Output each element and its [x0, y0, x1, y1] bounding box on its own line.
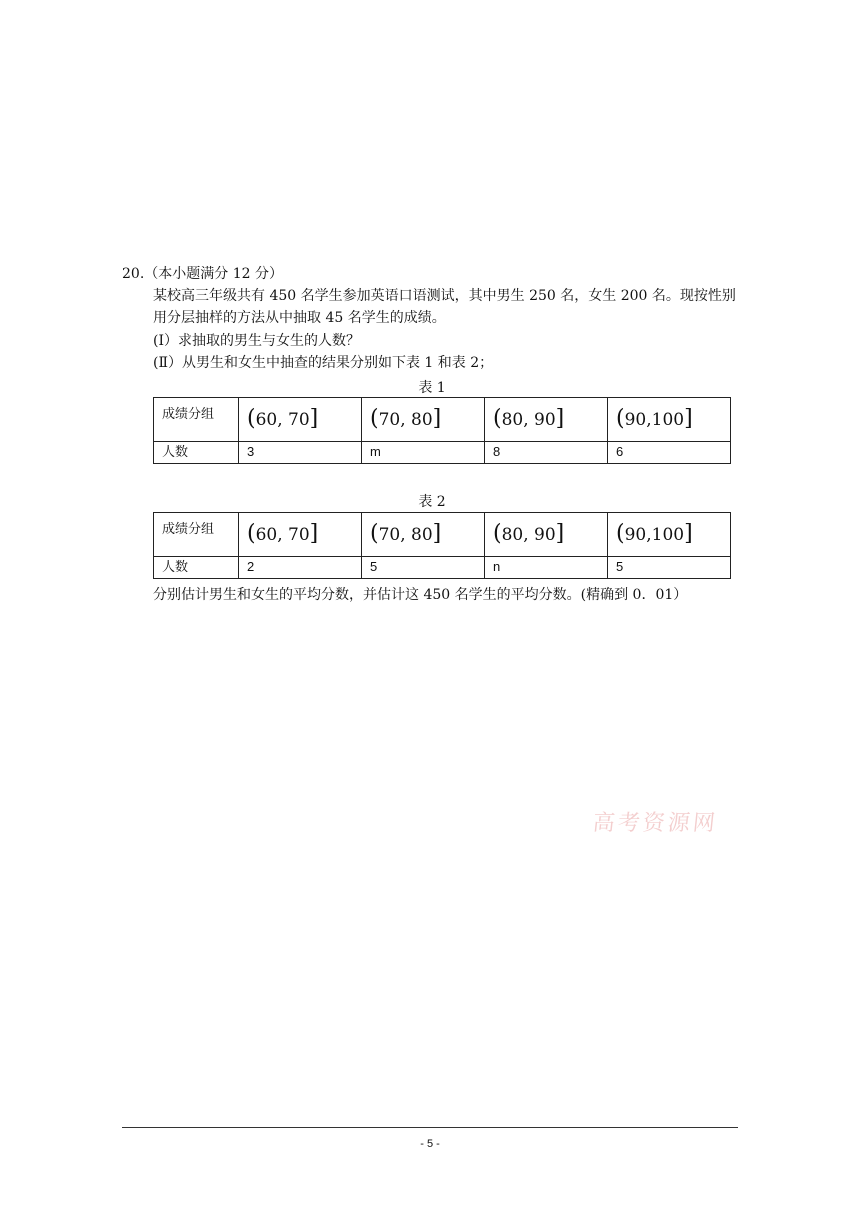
table-2-count-label: 人数 [154, 557, 239, 579]
table-2-count-row [154, 557, 731, 579]
table-1-interval-cell [239, 398, 362, 442]
table-2-caption: 表 2 [418, 494, 446, 510]
table-1-count-row [154, 442, 731, 464]
table-2-interval: (80, 90] [493, 521, 565, 546]
table-2 [153, 512, 731, 579]
table-2-count-cell: 5 [608, 557, 731, 579]
table-1-interval: (60, 70] [247, 406, 319, 431]
table-1-interval-cell [608, 398, 731, 442]
table-1 [153, 397, 731, 464]
table-1-count-cell: 3 [239, 442, 362, 464]
question-title: 20.（本小题满分 12 分） [122, 266, 283, 282]
question-part-1: (Ⅰ）求抽取的男生与女生的人数？ [153, 333, 360, 349]
table-1-interval: (90,100] [616, 406, 693, 431]
table-2-interval-cell [608, 513, 731, 557]
table-1-interval: (70, 80] [370, 406, 442, 431]
question-final: 分别估计男生和女生的平均分数，并估计这 450 名学生的平均分数。(精确到 0．01） [153, 587, 688, 603]
table-2-interval: (90,100] [616, 521, 693, 546]
footer-divider [122, 1127, 738, 1128]
table-1-header-label: 成绩分组 [162, 406, 215, 421]
table-2-interval: (60, 70] [247, 521, 319, 546]
question-part-2: (Ⅱ）从男生和女生中抽查的结果分别如下表 1 和表 2； [153, 355, 494, 371]
table-2-header-row [154, 513, 731, 557]
table-2-interval: (70, 80] [370, 521, 442, 546]
table-2-interval-cell [239, 513, 362, 557]
question-intro: 某校高三年级共有 450 名学生参加英语口语测试，其中男生 250 名，女生 200 名。现按性别用分层抽样的方法从中抽取 45 名学生的成绩。 [153, 288, 736, 326]
table-1-header-label-cell [154, 398, 239, 442]
table-1-interval: (80, 90] [493, 406, 565, 431]
table-2-count-cell: 2 [239, 557, 362, 579]
table-1-count-cell: 6 [608, 442, 731, 464]
table-1-count-cell: 8 [485, 442, 608, 464]
table-2-count-cell: 5 [362, 557, 485, 579]
page-number: - 5 - [420, 1138, 440, 1150]
table-2-header-label: 成绩分组 [162, 521, 215, 536]
table-2-interval-cell [362, 513, 485, 557]
table-1-count-cell: m [362, 442, 485, 464]
table-1-interval-cell [362, 398, 485, 442]
table-1-header-row [154, 398, 731, 442]
table-2-count-cell: n [485, 557, 608, 579]
table-1-interval-cell [485, 398, 608, 442]
table-1-count-label: 人数 [154, 442, 239, 464]
table-2-header-label-cell [154, 513, 239, 557]
table-1-caption: 表 1 [418, 380, 446, 396]
table-2-interval-cell [485, 513, 608, 557]
watermark: 高考资源网 [591, 811, 720, 836]
